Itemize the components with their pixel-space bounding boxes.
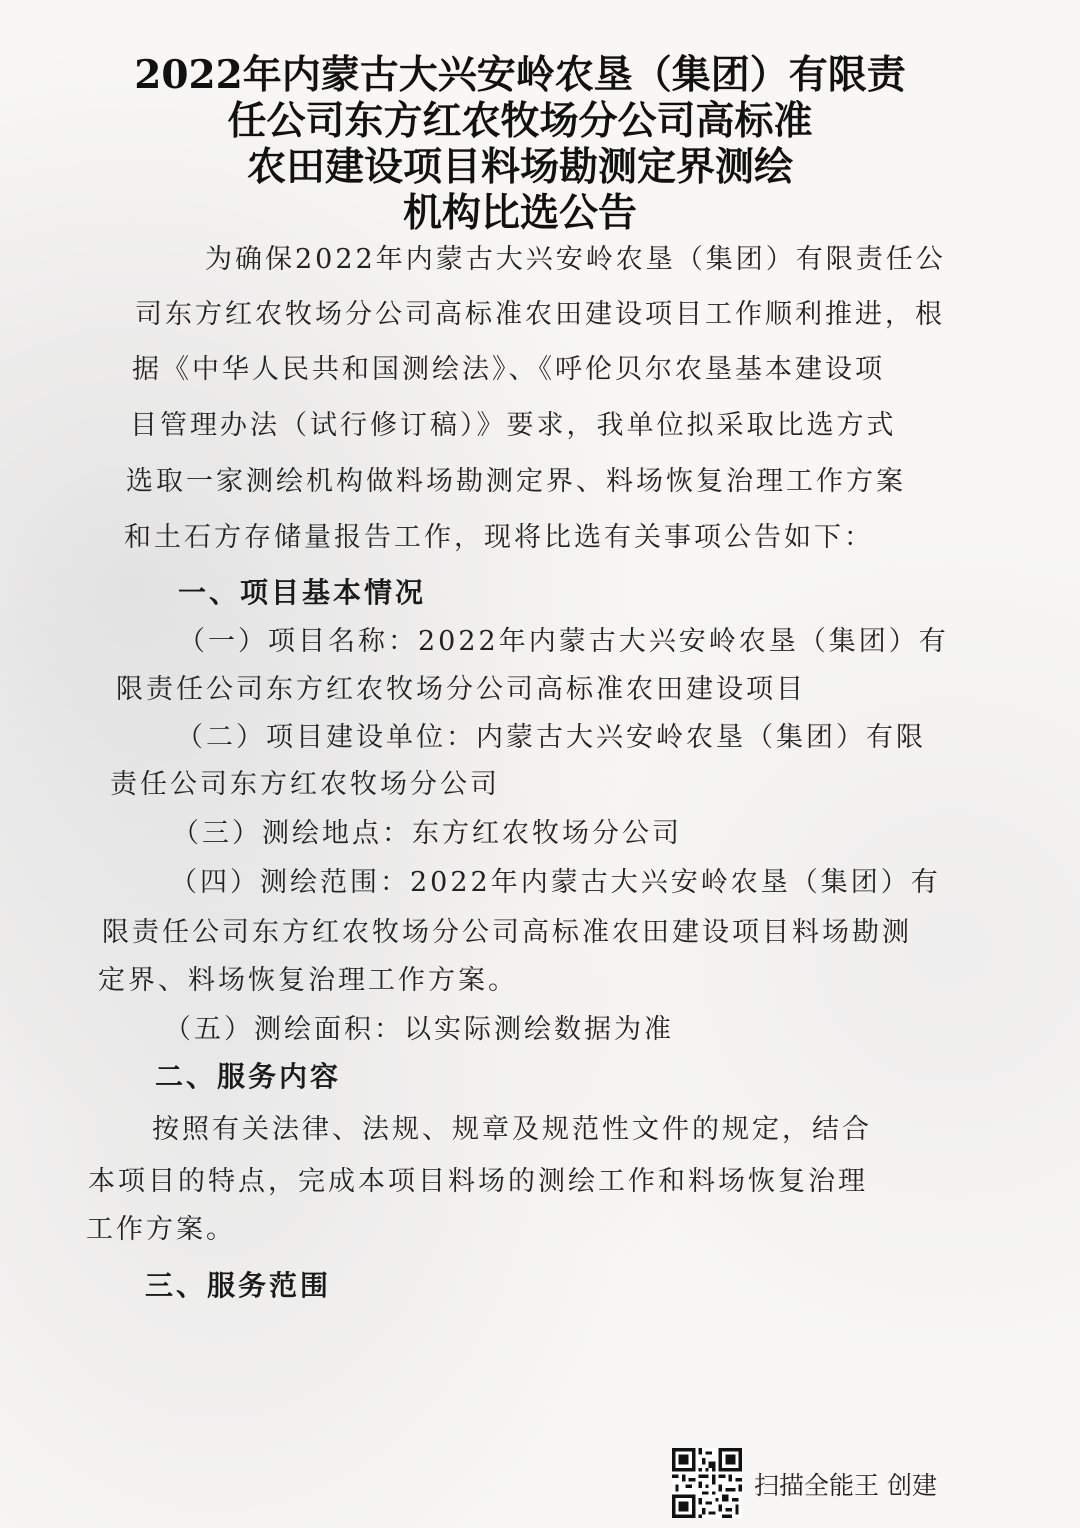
section-heading-1: 一、项目基本情况	[178, 576, 427, 609]
scanner-label: 扫描全能王 创建	[754, 1471, 937, 1500]
section1-line: （三）测绘地点：东方红农牧场分公司	[172, 818, 682, 849]
intro-line: 目管理办法（试行修订稿）》要求，我单位拟采取比选方式	[130, 410, 897, 441]
intro-line: 和土石方存储量报告工作，现将比选有关事项公告如下：	[124, 522, 874, 553]
qr-code-icon	[672, 1448, 742, 1518]
scanner-watermark	[672, 1448, 972, 1518]
section2-line: 工作方案。	[86, 1214, 236, 1245]
title-line-4: 机构比选公告	[402, 190, 637, 236]
section1-line: （二）项目建设单位：内蒙古大兴安岭农垦（集团）有限	[176, 722, 926, 753]
section1-line: （一）项目名称：2022年内蒙古大兴安岭农垦（集团）有	[178, 626, 949, 657]
section1-line: （五）测绘面积：以实际测绘数据为准	[164, 1014, 674, 1045]
section1-line: 限责任公司东方红农牧场分公司高标准农田建设项目料场勘测	[102, 917, 912, 948]
title-line-2: 任公司东方红农牧场分公司高标准	[227, 98, 813, 144]
section2-line: 本项目的特点，完成本项目料场的测绘工作和料场恢复治理	[88, 1166, 868, 1197]
section1-line: 定界、料场恢复治理工作方案。	[98, 965, 518, 996]
title-line-3: 农田建设项目料场勘测定界测绘	[246, 144, 793, 190]
intro-line: 选取一家测绘机构做料场勘测定界、料场恢复治理工作方案	[126, 466, 906, 497]
intro-line: 司东方红农牧场分公司高标准农田建设项目工作顺利推进，根	[135, 299, 945, 330]
title-line-1: 2022年内蒙古大兴安岭农垦（集团）有限责	[134, 52, 906, 98]
section1-line: 限责任公司东方红农牧场分公司高标准农田建设项目	[116, 674, 806, 705]
intro-line: 据《中华人民共和国测绘法》、《呼伦贝尔农垦基本建设项	[132, 354, 885, 385]
section1-line: （四）测绘范围：2022年内蒙古大兴安岭农垦（集团）有	[170, 867, 941, 898]
intro-line: 为确保2022年内蒙古大兴安岭农垦（集团）有限责任公	[205, 244, 946, 275]
section-heading-3: 三、服务范围	[145, 1269, 332, 1302]
section-heading-2: 二、服务内容	[155, 1060, 342, 1093]
section2-line: 按照有关法律、法规、规章及规范性文件的规定，结合	[152, 1114, 872, 1145]
section1-line: 责任公司东方红农牧场分公司	[110, 769, 500, 800]
